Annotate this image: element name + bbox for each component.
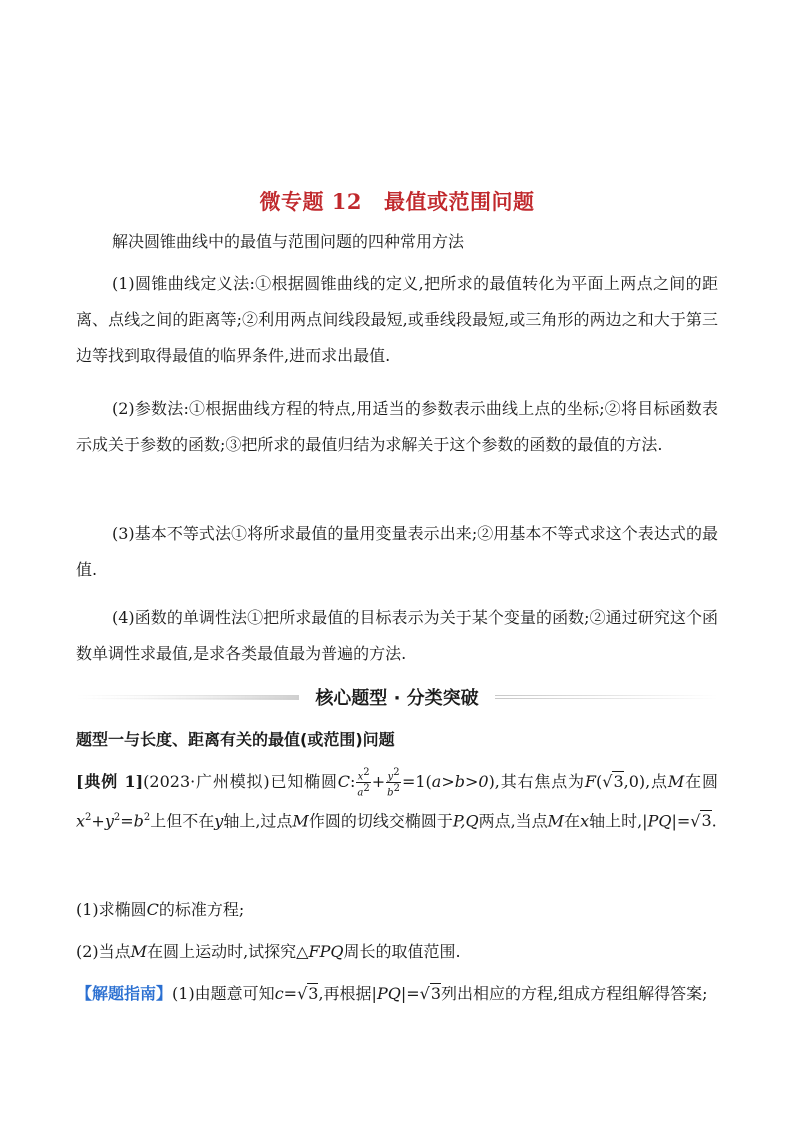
math-var: M [667, 772, 685, 791]
math-var: M [130, 942, 148, 961]
example-text: 作圆的切线交椭圆于 [308, 811, 453, 831]
math-var: x [580, 811, 590, 831]
question-text: 的标准方程; [158, 900, 245, 919]
page-title [0, 186, 794, 216]
guide-text: |= [400, 984, 420, 1003]
math-var: b [387, 787, 394, 799]
guide-text: (1)由题意可知 [172, 984, 275, 1003]
method-2: (2)参数法:①根据曲线方程的特点,用适当的参数表示曲线上点的坐标;②将目标函数表示成关于参数的函数;③把所求的最值归结为求解关于这个参数的函数的最值的方法. [76, 399, 718, 454]
math-var: FPQ [308, 942, 344, 961]
sqrt-symbol: √3 [297, 984, 319, 1003]
math-var: P,Q [452, 811, 479, 831]
example-text: 上但不在 [150, 811, 215, 831]
example-text: 两点,当点 [478, 811, 548, 831]
radicand: 3 [701, 811, 712, 831]
math-var: y [214, 811, 224, 831]
example-text: |= [671, 811, 691, 831]
question-text: 在圆上运动时,试探究△ [147, 942, 309, 961]
math-var: M [547, 811, 565, 831]
radicand: 3 [613, 772, 624, 791]
example-text: 圆 [701, 772, 718, 791]
example-text: ,0),点 [623, 772, 668, 791]
question-text: (1)求椭圆 [76, 900, 147, 919]
math-var: M [292, 811, 309, 831]
math-var: C [337, 772, 351, 791]
sqrt-symbol: √3 [419, 984, 442, 1003]
sqrt-symbol: √3 [690, 811, 712, 831]
math-var: x [76, 811, 86, 831]
solution-guide [76, 976, 718, 1012]
example-text: ( [595, 772, 603, 791]
math-var: a [357, 787, 364, 799]
math-var: c [274, 984, 284, 1003]
math-var: F [584, 772, 596, 791]
math-var: PQ [376, 984, 401, 1003]
math-var: x [357, 771, 364, 782]
method-4: (4)函数的单调性法①把所求最值的目标表示为关于某个变量的函数;②通过研究这个函数单调性求最值,是求各类最值最为普遍的方法. [76, 608, 718, 663]
title-prefix: 微专题 12 [259, 189, 363, 214]
intro-text: 解决圆锥曲线中的最值与范围问题的四种常用方法 [112, 232, 465, 251]
math-var: b [133, 811, 144, 831]
method-1: (1)圆锥曲线定义法:①根据圆锥曲线的定义,把所求的最值转化为平面上两点之间的距离、点线之间的距离等;②利用两点间线段最短,或垂线段最短,或三角形的两边之和大于第三边等找到取得最值的临界条件,进而求出最值. [76, 274, 718, 365]
example-text: 已知椭圆 [269, 772, 338, 791]
guide-text: 列出相应的方程,组成方程组解得答案; [441, 984, 708, 1003]
sqrt-symbol: √3 [602, 772, 624, 791]
divider-line-right [495, 695, 718, 700]
fraction-y2-b2: $\frac{y^2}{b^2}$ [387, 766, 400, 799]
example-text: =1( [401, 772, 432, 791]
example-source: (2023·广州模拟) [143, 772, 270, 791]
section-divider [76, 683, 718, 711]
math-var: C [146, 900, 159, 919]
title-text: 最值或范围问题 [384, 189, 535, 214]
example-text: 在 [564, 811, 581, 831]
example-text: 轴上时,| [589, 811, 648, 831]
math-var: a>b>0 [431, 772, 489, 791]
math-var: y [387, 771, 394, 782]
question-type-heading: 题型一与长度、距离有关的最值(或范围)问题 [76, 730, 395, 749]
question-1 [76, 892, 718, 928]
example-text: ),其右焦点为 [488, 772, 585, 791]
guide-text: = [283, 984, 298, 1003]
math-var: y [104, 811, 114, 831]
method-3: (3)基本不等式法①将所求最值的量用变量表示出来;②用基本不等式求这个表达式的最值. [76, 524, 718, 579]
divider-label: 核心题型 · 分类突破 [315, 688, 479, 709]
example-text: 轴上,过点 [223, 811, 293, 831]
fraction-x2-a2: $\frac{x^2}{a^2}$ [357, 766, 370, 799]
example-problem: [典例 1](2023·广州模拟)已知椭圆C: $\frac{x^2}{a^2}$ + $\frac{y^2}{b^2}$ =1(a>b>0),其右焦点为F(√3,0),点M在圆$x^2+y^2=b^2$上但不在y轴上,过点M作圆的切线交椭圆于P,Q两点,当点M在x轴上时,|PQ|=√3. [76, 766, 718, 831]
radicand: 3 [308, 984, 319, 1003]
example-text: . [711, 811, 717, 831]
question-text: (2)当点 [76, 942, 131, 961]
question-2 [76, 934, 718, 970]
example-text: 在 [684, 772, 702, 791]
guide-text: ,再根据| [318, 984, 377, 1003]
divider-line-left [76, 695, 299, 700]
math-var: PQ [647, 811, 672, 831]
guide-label: 【解题指南】 [76, 984, 173, 1003]
radicand: 3 [430, 984, 442, 1003]
example-text: : [350, 772, 356, 791]
example-tag: [典例 1] [76, 772, 144, 791]
question-text: 周长的取值范围. [343, 942, 461, 961]
